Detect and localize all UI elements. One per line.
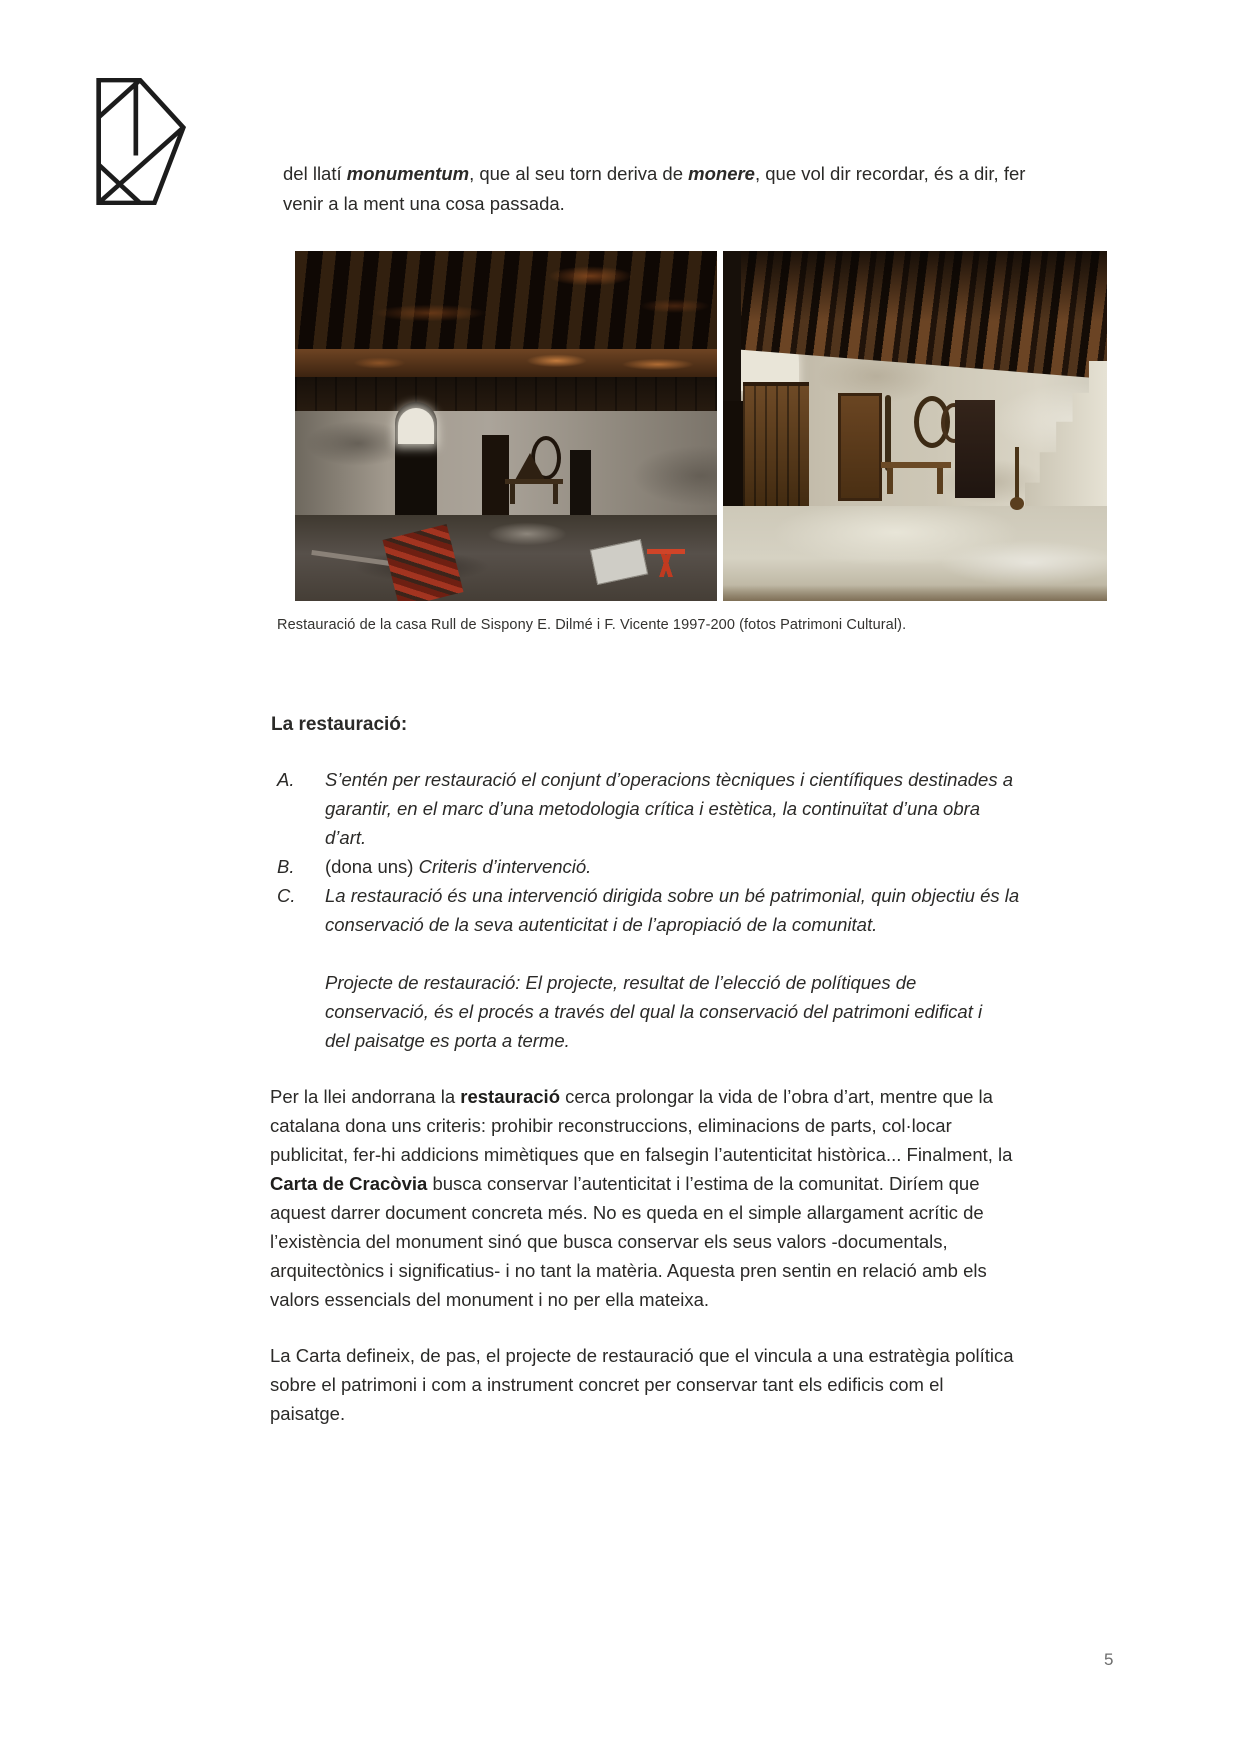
p1-seg1: Per la llei andorrana la — [270, 1086, 461, 1107]
figure-photos — [295, 251, 1107, 601]
main-wood-beam — [295, 349, 717, 377]
list-label: B. — [277, 856, 295, 877]
geometric-d-logo-icon — [95, 78, 187, 205]
p1-bold-carta: Carta de Cracòvia — [270, 1173, 428, 1194]
arch-light — [398, 408, 434, 444]
photo-interior-after — [723, 251, 1107, 601]
list-text: La restauració és una intervenció dirigida sobre un bé patrimonial, quin objectiu és la conservació de la seva autenticitat i de l’apropiació de la comunitat. — [325, 885, 1020, 935]
intro-seg1: del llatí — [283, 162, 347, 184]
figure-caption: Restauració de la casa Rull de Sispony E. Dilmé i F. Vicente 1997-200 (fotos Patrimoni Cultural). — [277, 617, 907, 633]
center-door — [838, 393, 882, 501]
bench — [881, 462, 951, 468]
center-door — [482, 435, 509, 516]
list-label: C. — [277, 885, 296, 906]
list-item-b — [277, 852, 1022, 881]
main-text — [270, 710, 1022, 1428]
foreground-shadow — [723, 585, 1107, 601]
intro-paragraph — [283, 159, 1039, 219]
large-wood-door — [743, 382, 809, 518]
intro-seg2: , que al seu torn deriva de — [469, 162, 689, 184]
intro-seg3: , que vol dir recordar, és a dir, fer venir a la ment una cosa passada. — [283, 162, 1026, 214]
list-item-c — [277, 881, 1022, 939]
project-note: Projecte de restauració: El projecte, resultat de l’elecció de polítiques de conservació, és el procés a través del qual la conservació del patrimoni edificat i del paisatge es porta a terme. — [325, 972, 983, 1051]
right-door — [570, 450, 591, 516]
ceiling-beams — [295, 251, 717, 351]
hanging-rope — [885, 395, 891, 471]
list-b-italic: Criteris d’intervenció. — [418, 856, 592, 877]
list-text: S’entén per restauració el conjunt d’operacions tècniques i científiques destinades a garantir, en el marc d’una metodologia crítica i estètica, la continuïtat d’una obra d’art. — [325, 769, 1014, 848]
a-frame-object — [515, 453, 545, 480]
term-monere: monere — [688, 162, 755, 184]
section-heading: La restauració: — [271, 714, 408, 735]
page-number: 5 — [1104, 1650, 1114, 1669]
list-label: A. — [277, 769, 295, 790]
paragraph-2: La Carta defineix, de pas, el projecte de restauració que el vincula a una estratègia política sobre el patrimoni i com a instrument concret per conservar tant els edificis com el paisatge. — [270, 1345, 1014, 1424]
p1-seg2: cerca prolongar la vida de l’obra d’art, mentre que la catalana dona uns criteris: prohibir reconstruccions, eliminacions de parts, col·locar publicitat, fer-hi addicions mimètiques que en falsegin l’autenticitat històrica... Finalment, la — [270, 1086, 1013, 1165]
p1-seg3: busca conservar l’autenticitat i l’estima de la comunitat. Diríem que aquest darrer document concreta més. No es queda en el simple allargament acrític de l’existència del monument sinó que busca conservar els seus valors -documentals, arquitectònics i significatius- i no tant la matèria. Aquesta pren sentin en relació amb els valors essencials del monument i no per ella mateixa. — [270, 1173, 987, 1310]
list-b-prefix: (dona uns) — [325, 856, 419, 877]
list-text — [325, 852, 1022, 881]
paragraph-1 — [270, 1082, 1022, 1314]
right-dark-door — [955, 400, 995, 498]
bench — [505, 479, 563, 484]
photo-interior-before — [295, 251, 717, 601]
lettered-list — [277, 765, 1022, 939]
p1-bold-restauracio: restauració — [460, 1086, 560, 1107]
red-trestle — [647, 549, 685, 577]
term-monumentum: monumentum — [346, 162, 470, 184]
hanging-ladle — [1015, 447, 1019, 499]
list-item-a — [277, 765, 1022, 852]
